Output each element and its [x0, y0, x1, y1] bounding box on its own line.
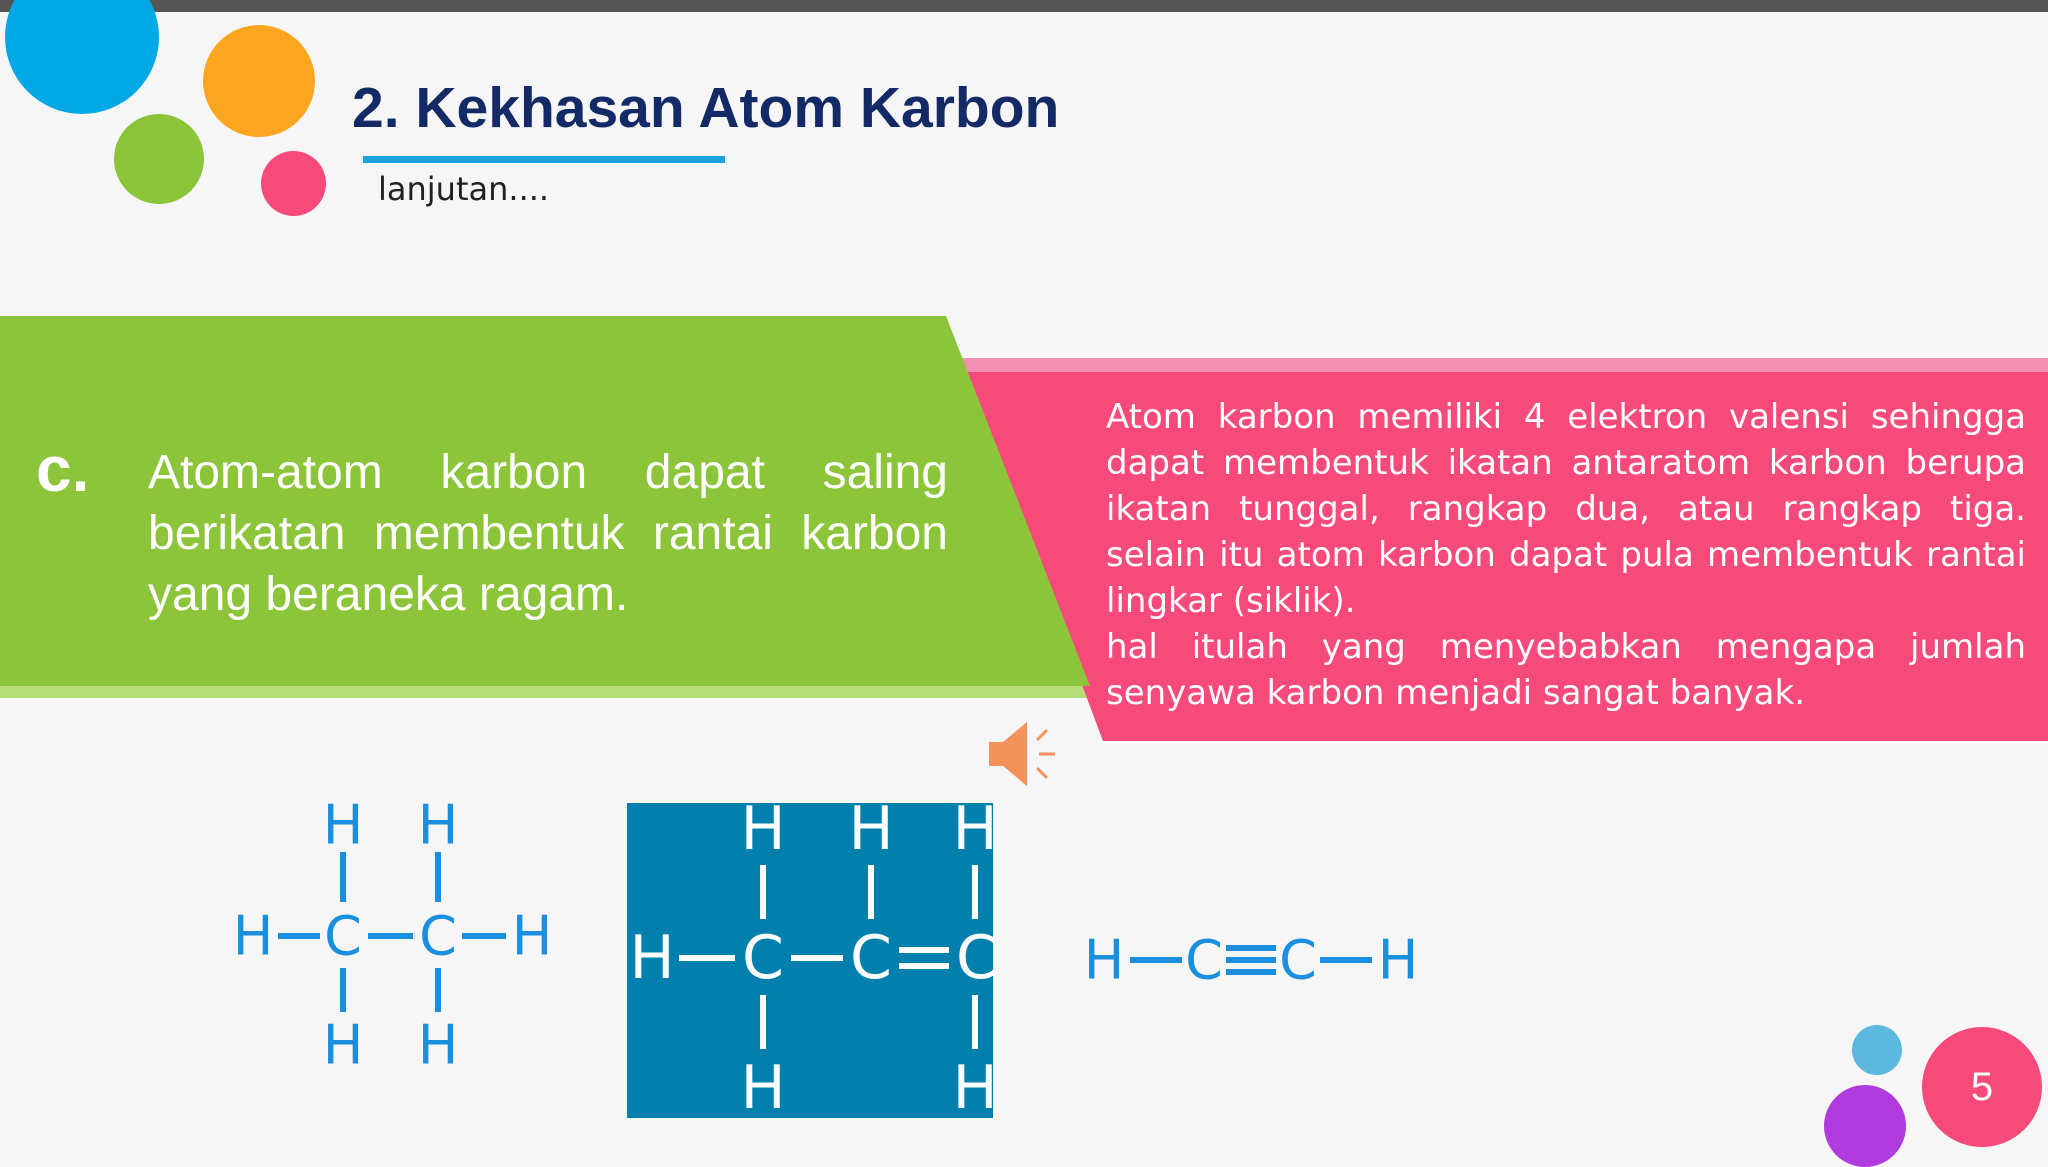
top-bar [0, 0, 2048, 12]
atom-h: H [952, 1053, 998, 1123]
atom-h: H [232, 904, 274, 968]
green-accent-stripe [0, 686, 1100, 698]
explanation-paragraph-2: hal itulah yang menyebabkan mengapa jumlah senyawa karbon menjadi sangat banyak. [1106, 627, 2026, 713]
alkyne-structure [1080, 920, 1420, 1000]
atom-h: H [740, 794, 786, 864]
atom-h: H [322, 1013, 364, 1077]
atom-c: C [419, 904, 457, 968]
slide-subtitle: lanjutan.... [378, 170, 550, 208]
decor-circle-orange [203, 25, 315, 137]
alkene-structure [627, 794, 998, 1123]
decor-circle-lightblue [1852, 1025, 1902, 1075]
atom-c: C [1185, 928, 1223, 992]
atom-h: H [1083, 928, 1125, 992]
atom-c: C [324, 904, 362, 968]
alkene-structure-box [627, 794, 998, 1123]
speaker-icon[interactable] [985, 718, 1060, 790]
atom-h: H [848, 794, 894, 864]
ethane-structure [220, 790, 570, 1080]
atom-h: H [1377, 928, 1419, 992]
atom-c: C [956, 923, 998, 993]
atom-h: H [740, 1053, 786, 1123]
atom-h: H [952, 794, 998, 864]
explanation-paragraph-1: Atom karbon memiliki 4 elektron valensi sehingga dapat membentuk ikatan antaratom karbon berupa ikatan tunggal, rangkap dua, atau rangkap tiga. selain itu atom karbon dapat pula membentuk rantai lingkar (siklik). [1106, 397, 2026, 621]
atom-h: H [417, 1013, 459, 1077]
slide-title: 2. Kekhasan Atom Karbon [352, 76, 1060, 140]
point-text: Atom-atom karbon dapat saling berikatan membentuk rantai karbon yang beraneka ragam. [148, 446, 948, 621]
explanation-text [1106, 394, 2026, 716]
pink-accent-stripe [960, 358, 2048, 372]
title-underline [363, 156, 725, 163]
point-letter: c. [36, 433, 90, 505]
atom-c: C [1279, 928, 1317, 992]
atom-h: H [322, 793, 364, 857]
atom-c: C [850, 923, 892, 993]
atom-c: C [742, 923, 784, 993]
atom-h: H [511, 904, 553, 968]
decor-circle-pink [261, 151, 326, 216]
atom-h: H [417, 793, 459, 857]
decor-circle-purple [1824, 1085, 1906, 1167]
decor-circle-blue [5, 0, 159, 114]
atom-h: H [629, 923, 675, 993]
page-number: 5 [1922, 1027, 2042, 1147]
decor-circle-green [114, 114, 204, 204]
